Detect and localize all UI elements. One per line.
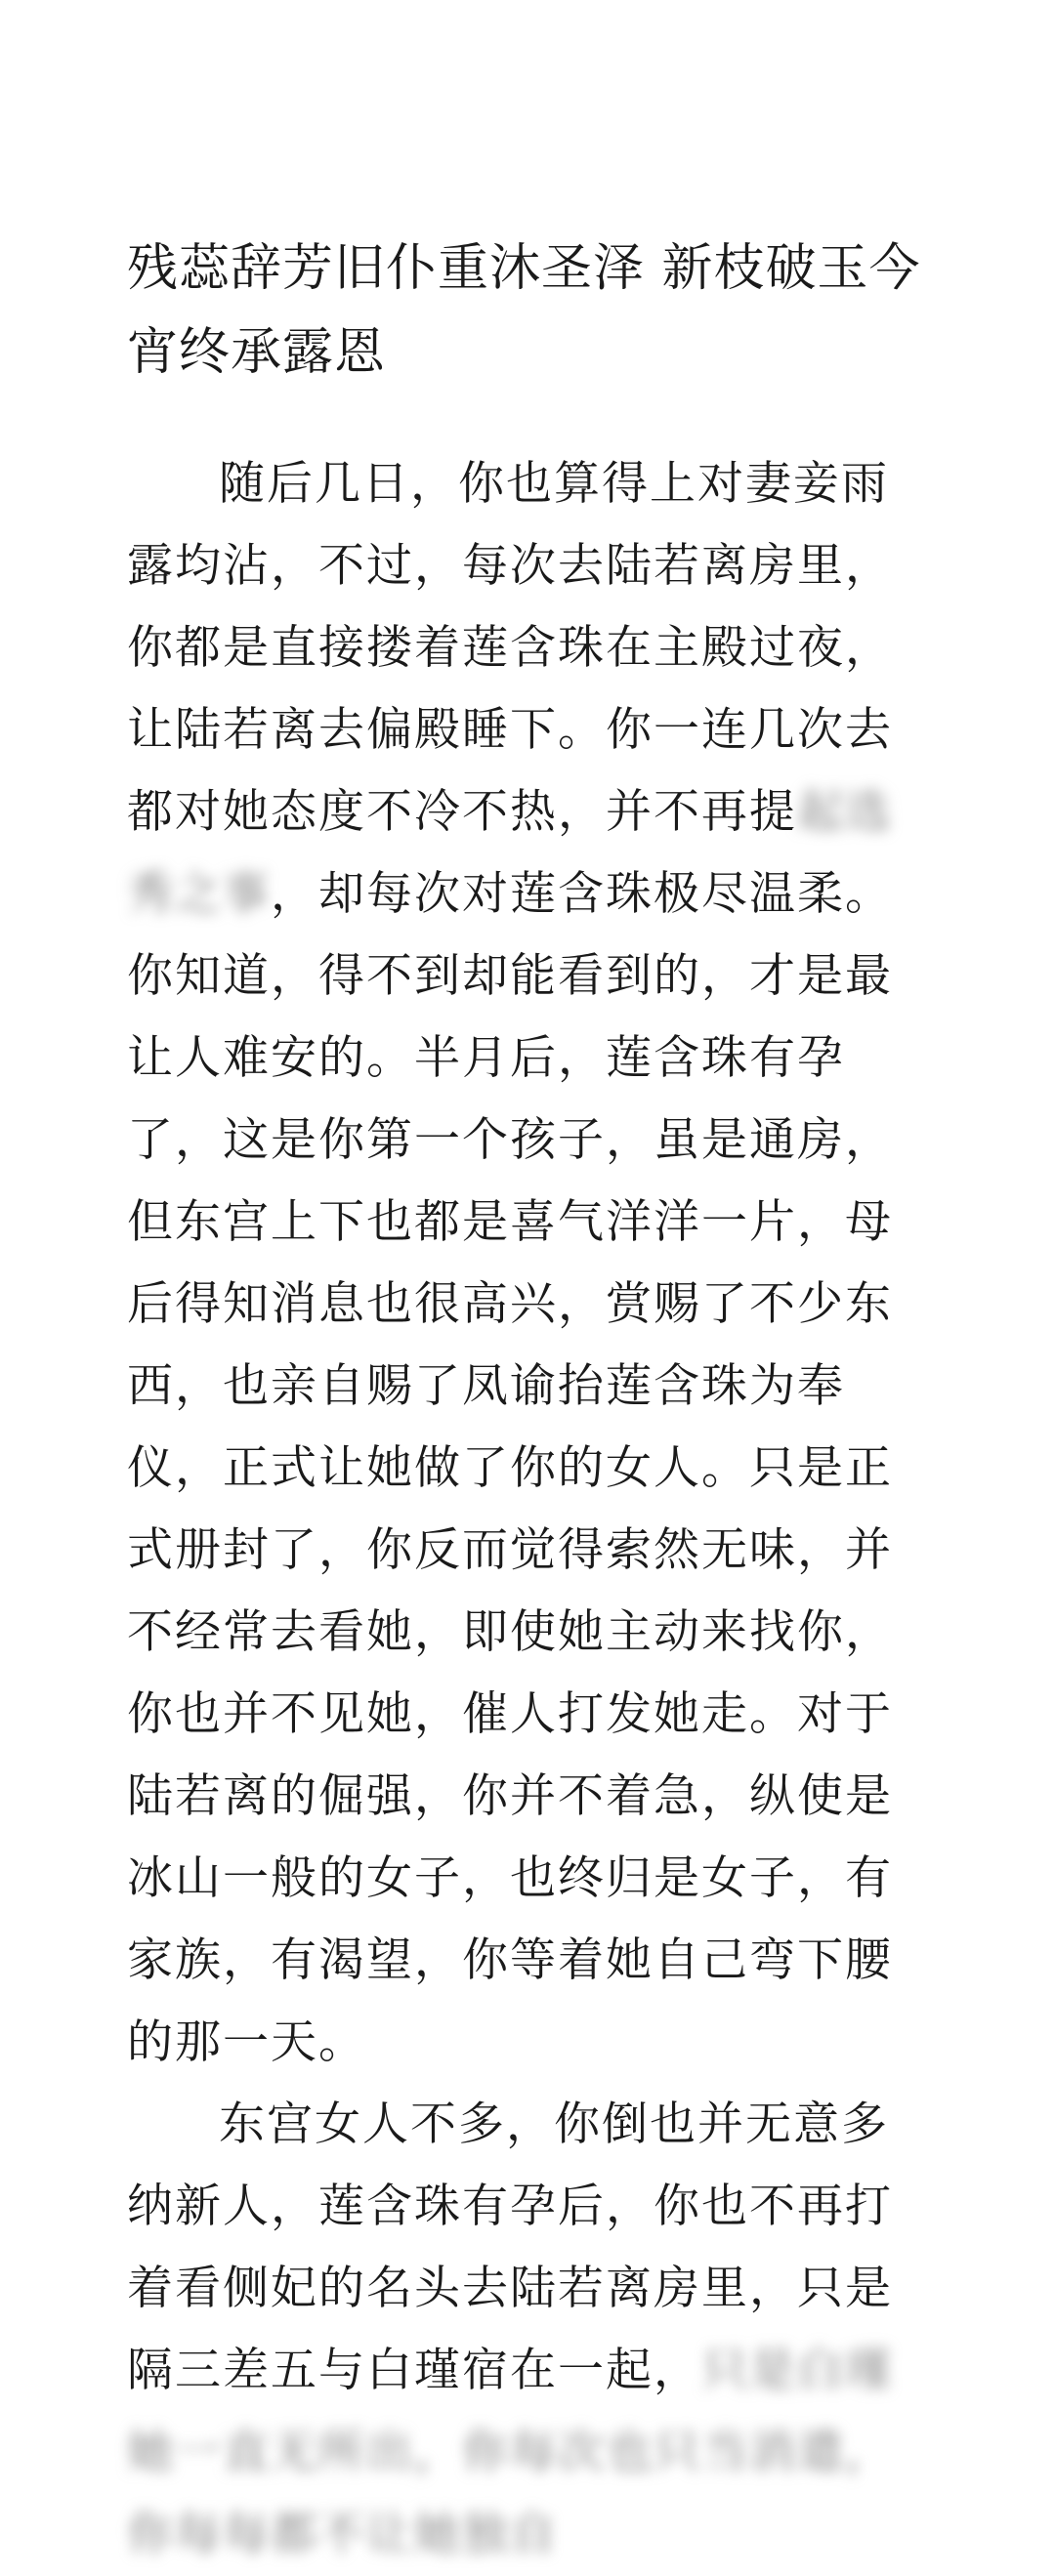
chapter-title: 残蕊辞芳旧仆重沐圣泽 新枝破玉今宵终承露恩: [127, 239, 921, 382]
chapter-body: [127, 443, 918, 2576]
paragraph-text: 随后几日，你也算得上对妻妾雨露均沾，不过，每次去陆若离房里，你都是直接搂着莲含珠在主殿过夜，让陆若离去偏殿睡下。你一连几次去都对她态度不冷不热，并不再提: [127, 457, 893, 839]
paragraph: [127, 2084, 918, 2576]
paragraph: [127, 443, 918, 2084]
paragraph-text: 东宫女人不多，你倒也并无意多纳新人，莲含珠有孕后，你也不再打着看侧妃的名头去陆若离房里，只是隔三差五与白瑾宿在一起，: [127, 2098, 893, 2397]
paragraph-text: ，却每次对莲含珠极尽温柔。你知道，得不到却能看到的，才是最让人难安的。半月后，莲含珠有孕了，这是你第一个孩子，虽是通房，但东宫上下也都是喜气洋洋一片，母后得知消息也很高兴，赏赐了不少东西，也亲自赐了凤谕抬莲含珠为奉仪，正式让她做了你的女人。只是正式册封了，你反而觉得索然无味，并不经常去看她，即使她主动来找你，你也并不见她，催人打发她走。对于陆若离的倔强，你并不着急，纵使是冰山一般的女子，也终归是女子，有家族，有渴望，你等着她自己弯下腰的那一天。: [127, 867, 893, 2069]
blurred-text: 只是白瑾她一直无所出，你每次也只当消遣，你每每都不让她独自: [127, 2344, 893, 2561]
blurred-text: 起选秀之事: [127, 785, 893, 921]
